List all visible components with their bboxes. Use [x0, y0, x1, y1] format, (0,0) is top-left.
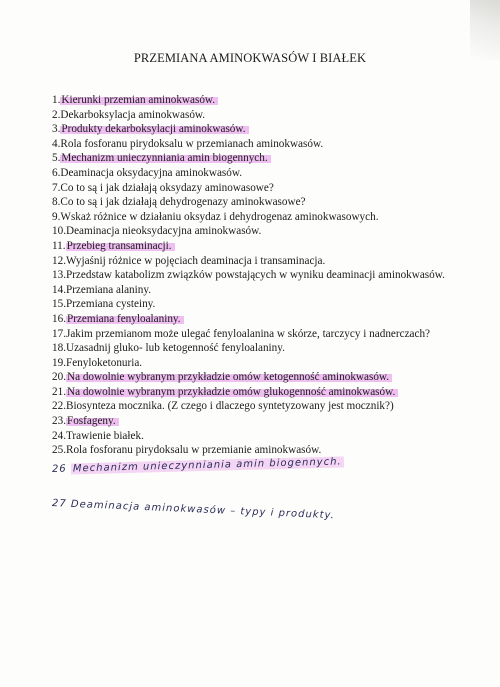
- item-text: [60, 166, 452, 181]
- item-number: 18.: [52, 342, 66, 355]
- handwritten-note-2: [52, 498, 472, 527]
- item-number: 23.: [52, 415, 66, 428]
- highlighted-text: Mechanizm unieczynniania amin biogennych.: [60, 152, 270, 164]
- handwritten-note-text: Deaminacja aminokwasów – typy i produkty.: [70, 498, 336, 522]
- item-text: [66, 239, 452, 254]
- plain-text: Jakim przemianom może ulegać fenyloalanina w skórze, tarczycy i nadnerczach?: [65, 327, 431, 340]
- list-item: [52, 93, 452, 108]
- plain-text: Trawienie białek.: [65, 429, 144, 442]
- plain-text: Dekarboksylacja aminokwasów.: [60, 108, 206, 121]
- highlighted-text: Przemiana fenyloalaniny.: [66, 313, 184, 325]
- item-text: [66, 297, 452, 312]
- item-number: 9.: [52, 210, 61, 223]
- list-item: [52, 370, 452, 385]
- plain-text: Przedstaw katabolizm związków powstających w wyniku deaminacji aminokwasów.: [65, 269, 445, 282]
- item-text: [66, 283, 452, 298]
- list-item: [52, 195, 452, 210]
- list-item: [52, 181, 452, 196]
- item-number: 12.: [52, 254, 66, 267]
- list-item: [52, 429, 452, 444]
- plain-text: Przemiana alaniny.: [65, 283, 151, 296]
- item-text: [66, 429, 452, 444]
- item-number: 22.: [52, 400, 66, 413]
- item-number: 11.: [52, 239, 66, 252]
- item-number: 17.: [52, 327, 66, 340]
- item-number: 16.: [52, 312, 66, 325]
- item-number: 4.: [52, 137, 61, 150]
- question-list: [52, 93, 452, 458]
- list-item: [52, 268, 452, 283]
- item-number: 8.: [52, 196, 61, 209]
- highlighted-text: Produkty dekarboksylacji aminokwasów.: [60, 123, 248, 135]
- plain-text: Co to są i jak działają dehydrogenazy aminokwasowe?: [60, 196, 306, 209]
- item-number: 7.: [52, 181, 61, 194]
- item-text: [66, 341, 452, 356]
- list-item: [52, 254, 452, 269]
- plain-text: Biosynteza mocznika. (Z czego i dlaczego syntetyzowany jest mocznik?): [65, 400, 394, 413]
- highlighted-text: Na dowolnie wybranym przykładzie omów glukogenność aminokwasów.: [66, 386, 398, 398]
- item-text: [60, 181, 452, 196]
- plain-text: Deaminacja nieoksydacyjna aminokwasów.: [65, 225, 262, 238]
- list-item: [52, 312, 452, 327]
- plain-text: Przemiana cysteiny.: [65, 298, 156, 311]
- list-item: [52, 414, 452, 429]
- item-number: 1.: [52, 94, 61, 106]
- item-text: [60, 93, 452, 108]
- list-item: [52, 137, 452, 152]
- highlighted-text: Przebieg transaminacji.: [66, 240, 175, 252]
- item-text: [66, 254, 452, 269]
- item-number: 3.: [52, 123, 61, 136]
- item-number: 15.: [52, 298, 66, 311]
- plain-text: Co to są i jak działają oksydazy aminowasowe?: [60, 181, 274, 194]
- list-item: [52, 122, 452, 137]
- list-item: [52, 341, 452, 356]
- item-text: [60, 122, 452, 137]
- highlighted-text: Na dowolnie wybranym przykładzie omów ketogenność aminokwasów.: [66, 371, 392, 383]
- list-item: [52, 297, 452, 312]
- item-number: 25.: [52, 444, 66, 457]
- item-number: 19.: [52, 356, 66, 369]
- item-text: [66, 399, 452, 414]
- highlighted-text: Kierunki przemian aminokwasów.: [60, 94, 218, 106]
- item-text: [66, 224, 452, 239]
- item-text: [66, 370, 452, 385]
- handwritten-note-text: Mechanizm unieczynniania amin biogennych.: [72, 456, 342, 475]
- highlighted-text: Fosfageny.: [66, 415, 119, 427]
- handwritten-note-number: 27: [51, 498, 67, 510]
- item-number: 21.: [52, 385, 66, 398]
- list-item: [52, 210, 452, 225]
- list-item: [52, 224, 452, 239]
- plain-text: Rola fosforanu pirydoksalu w przemianach aminokwasów.: [60, 137, 324, 150]
- item-number: 13.: [52, 269, 66, 282]
- list-item: [52, 239, 452, 254]
- item-text: [60, 151, 452, 166]
- plain-text: Wskaż różnice w działaniu oksydaz i dehydrogenaz aminokwasowych.: [60, 210, 379, 223]
- list-item: [52, 151, 452, 166]
- list-item: [52, 283, 452, 298]
- item-number: 6.: [52, 166, 61, 179]
- handwritten-note-number: 26: [51, 463, 67, 475]
- item-text: [66, 268, 452, 283]
- plain-text: Wyjaśnij różnice w pojęciach deaminacja i transaminacja.: [65, 254, 326, 267]
- plain-text: Uzasadnij gluko- lub ketogenność fenyloalaniny.: [65, 342, 285, 355]
- plain-text: Rola fosforanu pirydoksalu w przemianie aminokwasów.: [65, 444, 322, 457]
- item-number: 24.: [52, 429, 66, 442]
- list-item: [52, 399, 452, 414]
- page-title: PRZEMIANA AMINOKWASÓW I BIAŁEK: [133, 51, 367, 65]
- item-number: 10.: [52, 225, 66, 238]
- item-number: 14.: [52, 283, 66, 296]
- list-item: [52, 385, 452, 400]
- item-text: [66, 312, 452, 327]
- item-text: [66, 414, 452, 429]
- item-text: [66, 356, 452, 371]
- list-item: [52, 108, 452, 123]
- list-item: [52, 356, 452, 371]
- item-text: [66, 327, 452, 342]
- item-number: 2.: [52, 108, 61, 121]
- item-text: [66, 385, 452, 400]
- item-number: 5.: [52, 152, 61, 165]
- item-number: 20.: [52, 371, 66, 384]
- list-item: [52, 327, 452, 342]
- plain-text: Deaminacja oksydacyjna aminokwasów.: [60, 166, 243, 179]
- item-text: [60, 195, 452, 210]
- item-text: [60, 210, 452, 225]
- item-text: [60, 108, 452, 123]
- list-item: [52, 166, 452, 181]
- plain-text: Fenyloketonuria.: [65, 356, 143, 369]
- item-text: [60, 137, 452, 152]
